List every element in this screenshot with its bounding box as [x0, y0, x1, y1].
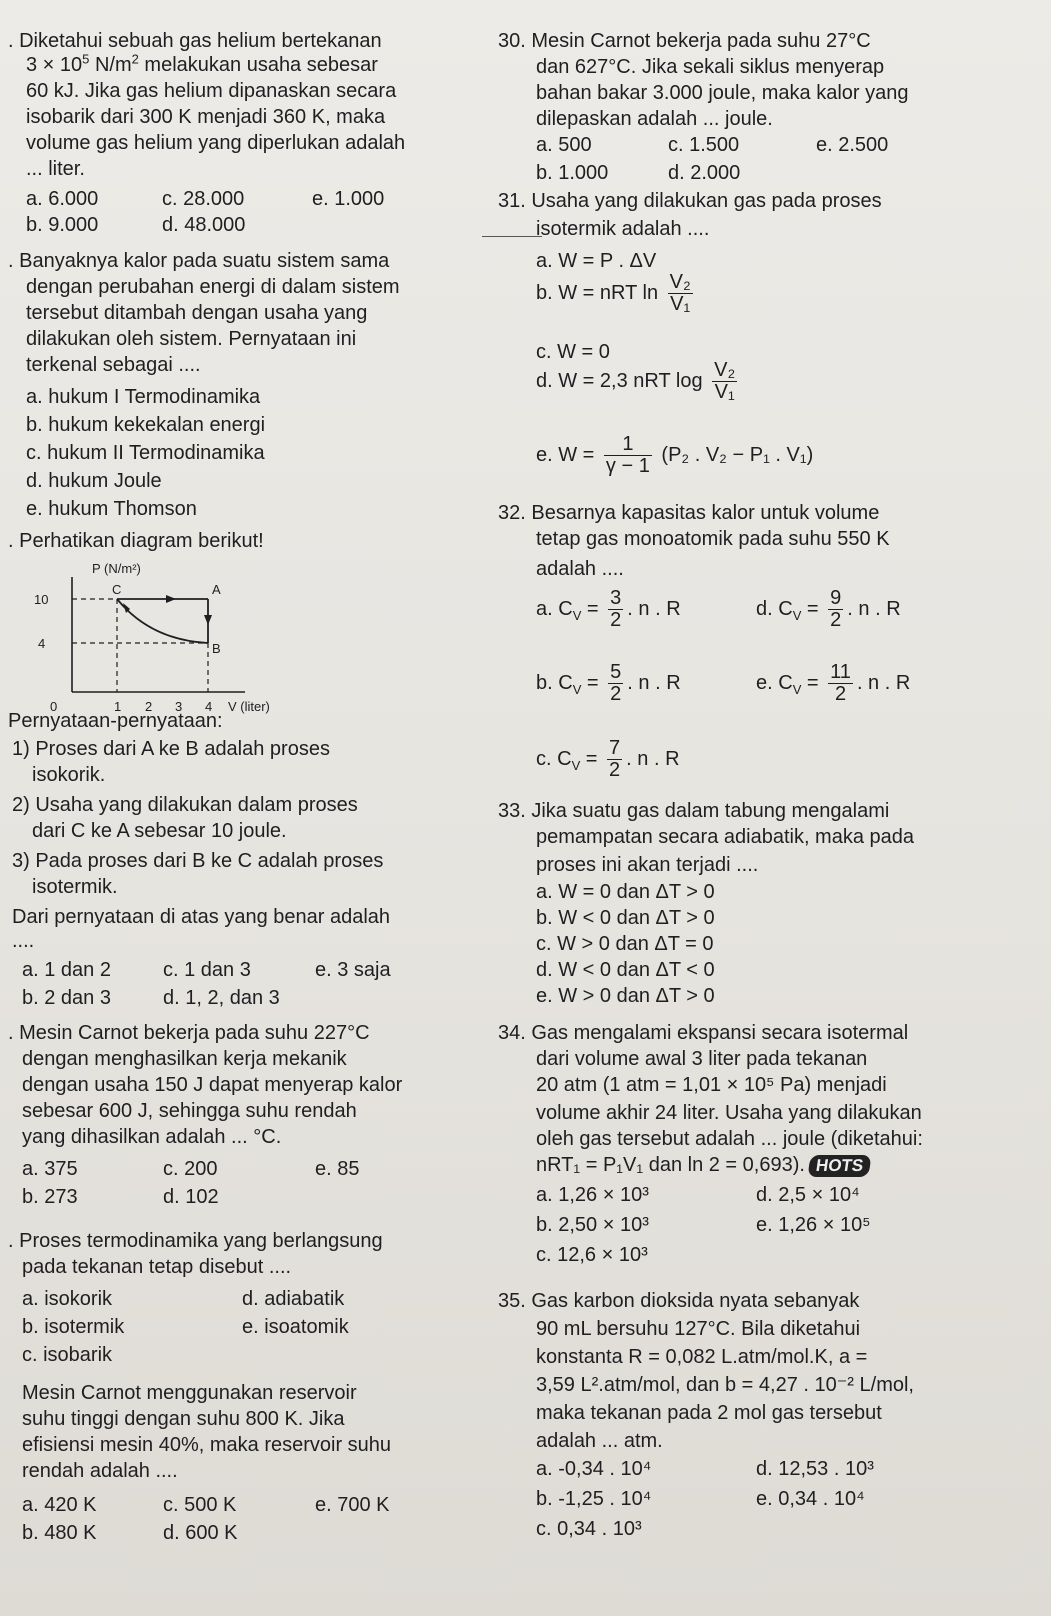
process-b-to-c: [117, 599, 208, 643]
question-35-line: adalah ... atm.: [536, 1430, 663, 1452]
question-35-line: 3,59 L².atm/mol, dan b = 4,27 . 10⁻² L/mol,: [536, 1374, 914, 1396]
fraction: $\frac{11}{2}$: [830, 661, 851, 705]
option[interactable]: e. 1.000: [312, 188, 385, 210]
question-35-line: maka tekanan pada 2 mol gas tersebut: [536, 1402, 882, 1424]
fraction: $\frac{\text{V₂}}{\text{V₁}}$: [669, 271, 691, 315]
question-carnot227-line: yang dihasilkan adalah ... °C.: [22, 1126, 282, 1148]
question-33-line: pemampatan secara adiabatik, maka pada: [536, 826, 915, 848]
option[interactable]: e. 2.500: [816, 134, 889, 156]
statement-line: 3) Pada proses dari B ke C adalah proses: [12, 850, 384, 872]
question-diagram-intro: . Perhatikan diagram berikut!: [8, 530, 264, 552]
question-kalor-line-1: . Banyaknya kalor pada suatu sistem sama: [8, 250, 390, 272]
pv-diagram: [20, 555, 300, 720]
option[interactable]: a. isokorik: [22, 1288, 113, 1310]
option[interactable]: c. 12,6 × 10³: [536, 1244, 648, 1266]
option[interactable]: e. W > 0 dan ΔT > 0: [536, 985, 715, 1007]
hots-badge: HOTS: [807, 1155, 871, 1177]
question-34-line: 20 atm (1 atm = 1,01 × 10⁵ Pa) menjadi: [536, 1074, 887, 1096]
question-34-line: volume akhir 24 liter. Usaha yang dilakukan: [536, 1102, 922, 1124]
option[interactable]: a. -0,34 . 10⁴: [536, 1458, 652, 1480]
option[interactable]: b. 9.000: [26, 214, 99, 236]
option[interactable]: d. 2.000: [668, 162, 741, 184]
option[interactable]: d. W = 2,3 nRT log $\frac{\text{V₂}}{\text{V₁}}$: [536, 359, 736, 403]
question-34-line: dari volume awal 3 liter pada tekanan: [536, 1048, 868, 1070]
option[interactable]: c. W = 0: [536, 341, 610, 363]
statements-title: Pernyataan-pernyataan:: [8, 710, 223, 732]
statement-line: 2) Usaha yang dilakukan dalam proses: [12, 794, 358, 816]
question-carnot227-line: sebesar 600 J, sehingga suhu rendah: [22, 1100, 357, 1122]
option[interactable]: c. $C_V$ = $\frac{7}{2}$ . n . R: [536, 737, 680, 781]
option[interactable]: c. isobarik: [22, 1344, 113, 1366]
point-label-c: C: [112, 582, 122, 597]
option[interactable]: b. 1.000: [536, 162, 609, 184]
question-carnot800-line: rendah adalah ....: [22, 1460, 178, 1482]
option[interactable]: d. 600 K: [163, 1522, 238, 1544]
question-helium-line-6: ... liter.: [26, 158, 85, 180]
option[interactable]: b. 273: [22, 1186, 78, 1208]
option[interactable]: c. 500 K: [163, 1494, 237, 1516]
question-tekanan-line: . Proses termodinamika yang berlangsung: [8, 1230, 383, 1252]
option[interactable]: a. $C_V$ = $\frac{3}{2}$ . n . R: [536, 587, 681, 631]
question-30-line: dan 627°C. Jika sekali siklus menyerap: [536, 56, 885, 78]
question-35-line: 35. Gas karbon dioksida nyata sebanyak: [498, 1290, 860, 1312]
option[interactable]: d. 12,53 . 10³: [756, 1458, 874, 1480]
y-tick-label: 10: [34, 592, 49, 607]
option[interactable]: c. 1.500: [668, 134, 740, 156]
fraction: $\frac{3}{2}$: [610, 587, 622, 631]
question-kalor-line-2: dengan perubahan energi di dalam sistem: [26, 276, 400, 298]
option[interactable]: c. hukum II Termodinamika: [26, 442, 265, 464]
option[interactable]: d. $C_V$ = $\frac{9}{2}$ . n . R: [756, 587, 901, 631]
question-kalor-line-5: terkenal sebagai ....: [26, 354, 201, 376]
question-35-line: 90 mL bersuhu 127°C. Bila diketahui: [536, 1318, 861, 1340]
option[interactable]: b. hukum kekekalan energi: [26, 414, 266, 436]
y-axis-label: P (N/m²): [92, 561, 141, 576]
question-carnot227-line: . Mesin Carnot bekerja pada suhu 227°C: [8, 1022, 370, 1044]
arrow-a-to-b: [204, 615, 212, 625]
divider: [482, 236, 542, 237]
option[interactable]: b. 2 dan 3: [22, 987, 111, 1009]
x-tick-label: 4: [205, 699, 213, 714]
question-34-line: nRT₁ = P₁V₁ dan ln 2 = 0,693). HOTS: [536, 1153, 870, 1177]
option[interactable]: e. 700 K: [315, 1494, 390, 1516]
option[interactable]: c. 28.000: [162, 188, 245, 210]
fraction: $\frac{\text{V₂}}{\text{V₁}}$: [714, 359, 736, 403]
x-tick-label: 0: [50, 699, 58, 714]
question-33-line: proses ini akan terjadi ....: [536, 854, 759, 876]
question-diagram-prompt: Dari pernyataan di atas yang benar adalah: [12, 906, 391, 928]
option[interactable]: d. hukum Joule: [26, 470, 162, 492]
option[interactable]: e. isoatomik: [242, 1316, 349, 1338]
option[interactable]: a. hukum I Termodinamika: [26, 386, 261, 408]
option[interactable]: b. 2,50 × 10³: [536, 1214, 649, 1236]
statement-line: isotermik.: [32, 876, 118, 898]
option[interactable]: b. $C_V$ = $\frac{5}{2}$ . n . R: [536, 661, 681, 705]
arrow-c-to-a: [166, 595, 176, 603]
y-tick-label: 4: [38, 636, 46, 651]
option[interactable]: a. 500: [536, 134, 592, 156]
option[interactable]: c. 1 dan 3: [163, 959, 251, 981]
option[interactable]: b. 480 K: [22, 1522, 97, 1544]
option[interactable]: b. -1,25 . 10⁴: [536, 1488, 652, 1510]
option[interactable]: a. 375: [22, 1158, 78, 1180]
x-axis-label: V (liter): [228, 699, 270, 714]
statement-line: isokorik.: [32, 764, 106, 786]
option[interactable]: b. W < 0 dan ΔT > 0: [536, 907, 715, 929]
option[interactable]: b. W = nRT ln $\frac{\text{V₂}}{\text{V₁}}$: [536, 271, 691, 315]
option[interactable]: a. 1 dan 2: [22, 959, 111, 981]
question-35-line: konstanta R = 0,082 L.atm/mol.K, a =: [536, 1346, 868, 1368]
question-carnot227-line: dengan usaha 150 J dapat menyerap kalor: [22, 1074, 403, 1096]
option[interactable]: a. 1,26 × 10³: [536, 1184, 649, 1206]
option[interactable]: e. W = $\frac{1}{\gamma - 1}$ (P₂ . V₂ − P₁ . V₁): [536, 433, 814, 477]
option[interactable]: c. 0,34 . 10³: [536, 1518, 642, 1540]
option[interactable]: d. adiabatik: [242, 1288, 345, 1310]
option[interactable]: a. 420 K: [22, 1494, 97, 1516]
option[interactable]: c. 200: [163, 1158, 218, 1180]
statement-line: 1) Proses dari A ke B adalah proses: [12, 738, 330, 760]
x-tick-label: 2: [145, 699, 153, 714]
question-helium-line-4: isobarik dari 300 K menjadi 360 K, maka: [26, 106, 386, 128]
question-tekanan-line: pada tekanan tetap disebut ....: [22, 1256, 292, 1278]
option[interactable]: a. W = P . ΔV: [536, 250, 657, 272]
option[interactable]: a. 6.000: [26, 188, 99, 210]
question-32-line: adalah ....: [536, 558, 624, 580]
point-label-b: B: [212, 641, 221, 656]
question-helium-line-5: volume gas helium yang diperlukan adalah: [26, 132, 406, 154]
option[interactable]: e. 0,34 . 10⁴: [756, 1488, 865, 1510]
question-carnot800-line: efisiensi mesin 40%, maka reservoir suhu: [22, 1434, 392, 1456]
question-carnot227-line: dengan menghasilkan kerja mekanik: [22, 1048, 347, 1070]
x-tick-label: 3: [175, 699, 183, 714]
question-32-line: tetap gas monoatomik pada suhu 550 K: [536, 528, 890, 550]
option[interactable]: e. hukum Thomson: [26, 498, 197, 520]
option[interactable]: d. 1, 2, dan 3: [163, 987, 280, 1009]
question-31-line: isotermik adalah ....: [536, 218, 710, 240]
question-kalor-line-3: tersebut ditambah dengan usaha yang: [26, 302, 368, 324]
option[interactable]: c. W > 0 dan ΔT = 0: [536, 933, 714, 955]
option[interactable]: d. 102: [163, 1186, 219, 1208]
question-carnot800-line: Mesin Carnot menggunakan reservoir: [22, 1382, 357, 1404]
question-34-line: oleh gas tersebut adalah ... joule (diketahui:: [536, 1128, 923, 1150]
question-30-line: 30. Mesin Carnot bekerja pada suhu 27°C: [498, 30, 871, 52]
question-31-line: 31. Usaha yang dilakukan gas pada proses: [498, 190, 882, 212]
fraction: $\frac{9}{2}$: [830, 587, 842, 631]
question-30-line: dilepaskan adalah ... joule.: [536, 108, 773, 130]
option[interactable]: d. 2,5 × 10⁴: [756, 1184, 860, 1206]
x-tick-label: 1: [114, 699, 122, 714]
option[interactable]: e. $C_V$ = $\frac{11}{2}$ . n . R: [756, 661, 911, 705]
question-diagram-dots: ....: [12, 930, 35, 952]
option[interactable]: d. 48.000: [162, 214, 246, 236]
option[interactable]: d. W < 0 dan ΔT < 0: [536, 959, 715, 981]
fraction: $\frac{7}{2}$: [609, 737, 621, 781]
question-34-line: 34. Gas mengalami ekspansi secara isotermal: [498, 1022, 909, 1044]
question-carnot800-line: suhu tinggi dengan suhu 800 K. Jika: [22, 1408, 345, 1430]
question-30-line: bahan bakar 3.000 joule, maka kalor yang: [536, 82, 909, 104]
fraction: $\frac{1}{\gamma - 1}$: [605, 433, 650, 477]
option[interactable]: b. isotermik: [22, 1316, 125, 1338]
option[interactable]: a. W = 0 dan ΔT > 0: [536, 881, 715, 903]
point-label-a: A: [212, 582, 221, 597]
statement-line: dari C ke A sebesar 10 joule.: [32, 820, 287, 842]
fraction: $\frac{5}{2}$: [610, 661, 622, 705]
option[interactable]: e. 3 saja: [315, 959, 391, 981]
question-33-line: 33. Jika suatu gas dalam tabung mengalami: [498, 800, 890, 822]
option[interactable]: e. 85: [315, 1158, 360, 1180]
option[interactable]: e. 1,26 × 10⁵: [756, 1214, 871, 1236]
question-kalor-line-4: dilakukan oleh sistem. Pernyataan ini: [26, 328, 357, 350]
question-helium-line-3: 60 kJ. Jika gas helium dipanaskan secara: [26, 80, 397, 102]
question-helium-line-1: . Diketahui sebuah gas helium bertekanan: [8, 30, 382, 52]
question-helium-line-2: $3 \times 10^5$ $N/m^2$ melakukan usaha sebesar: [26, 51, 378, 76]
question-32-line: 32. Besarnya kapasitas kalor untuk volume: [498, 502, 880, 524]
